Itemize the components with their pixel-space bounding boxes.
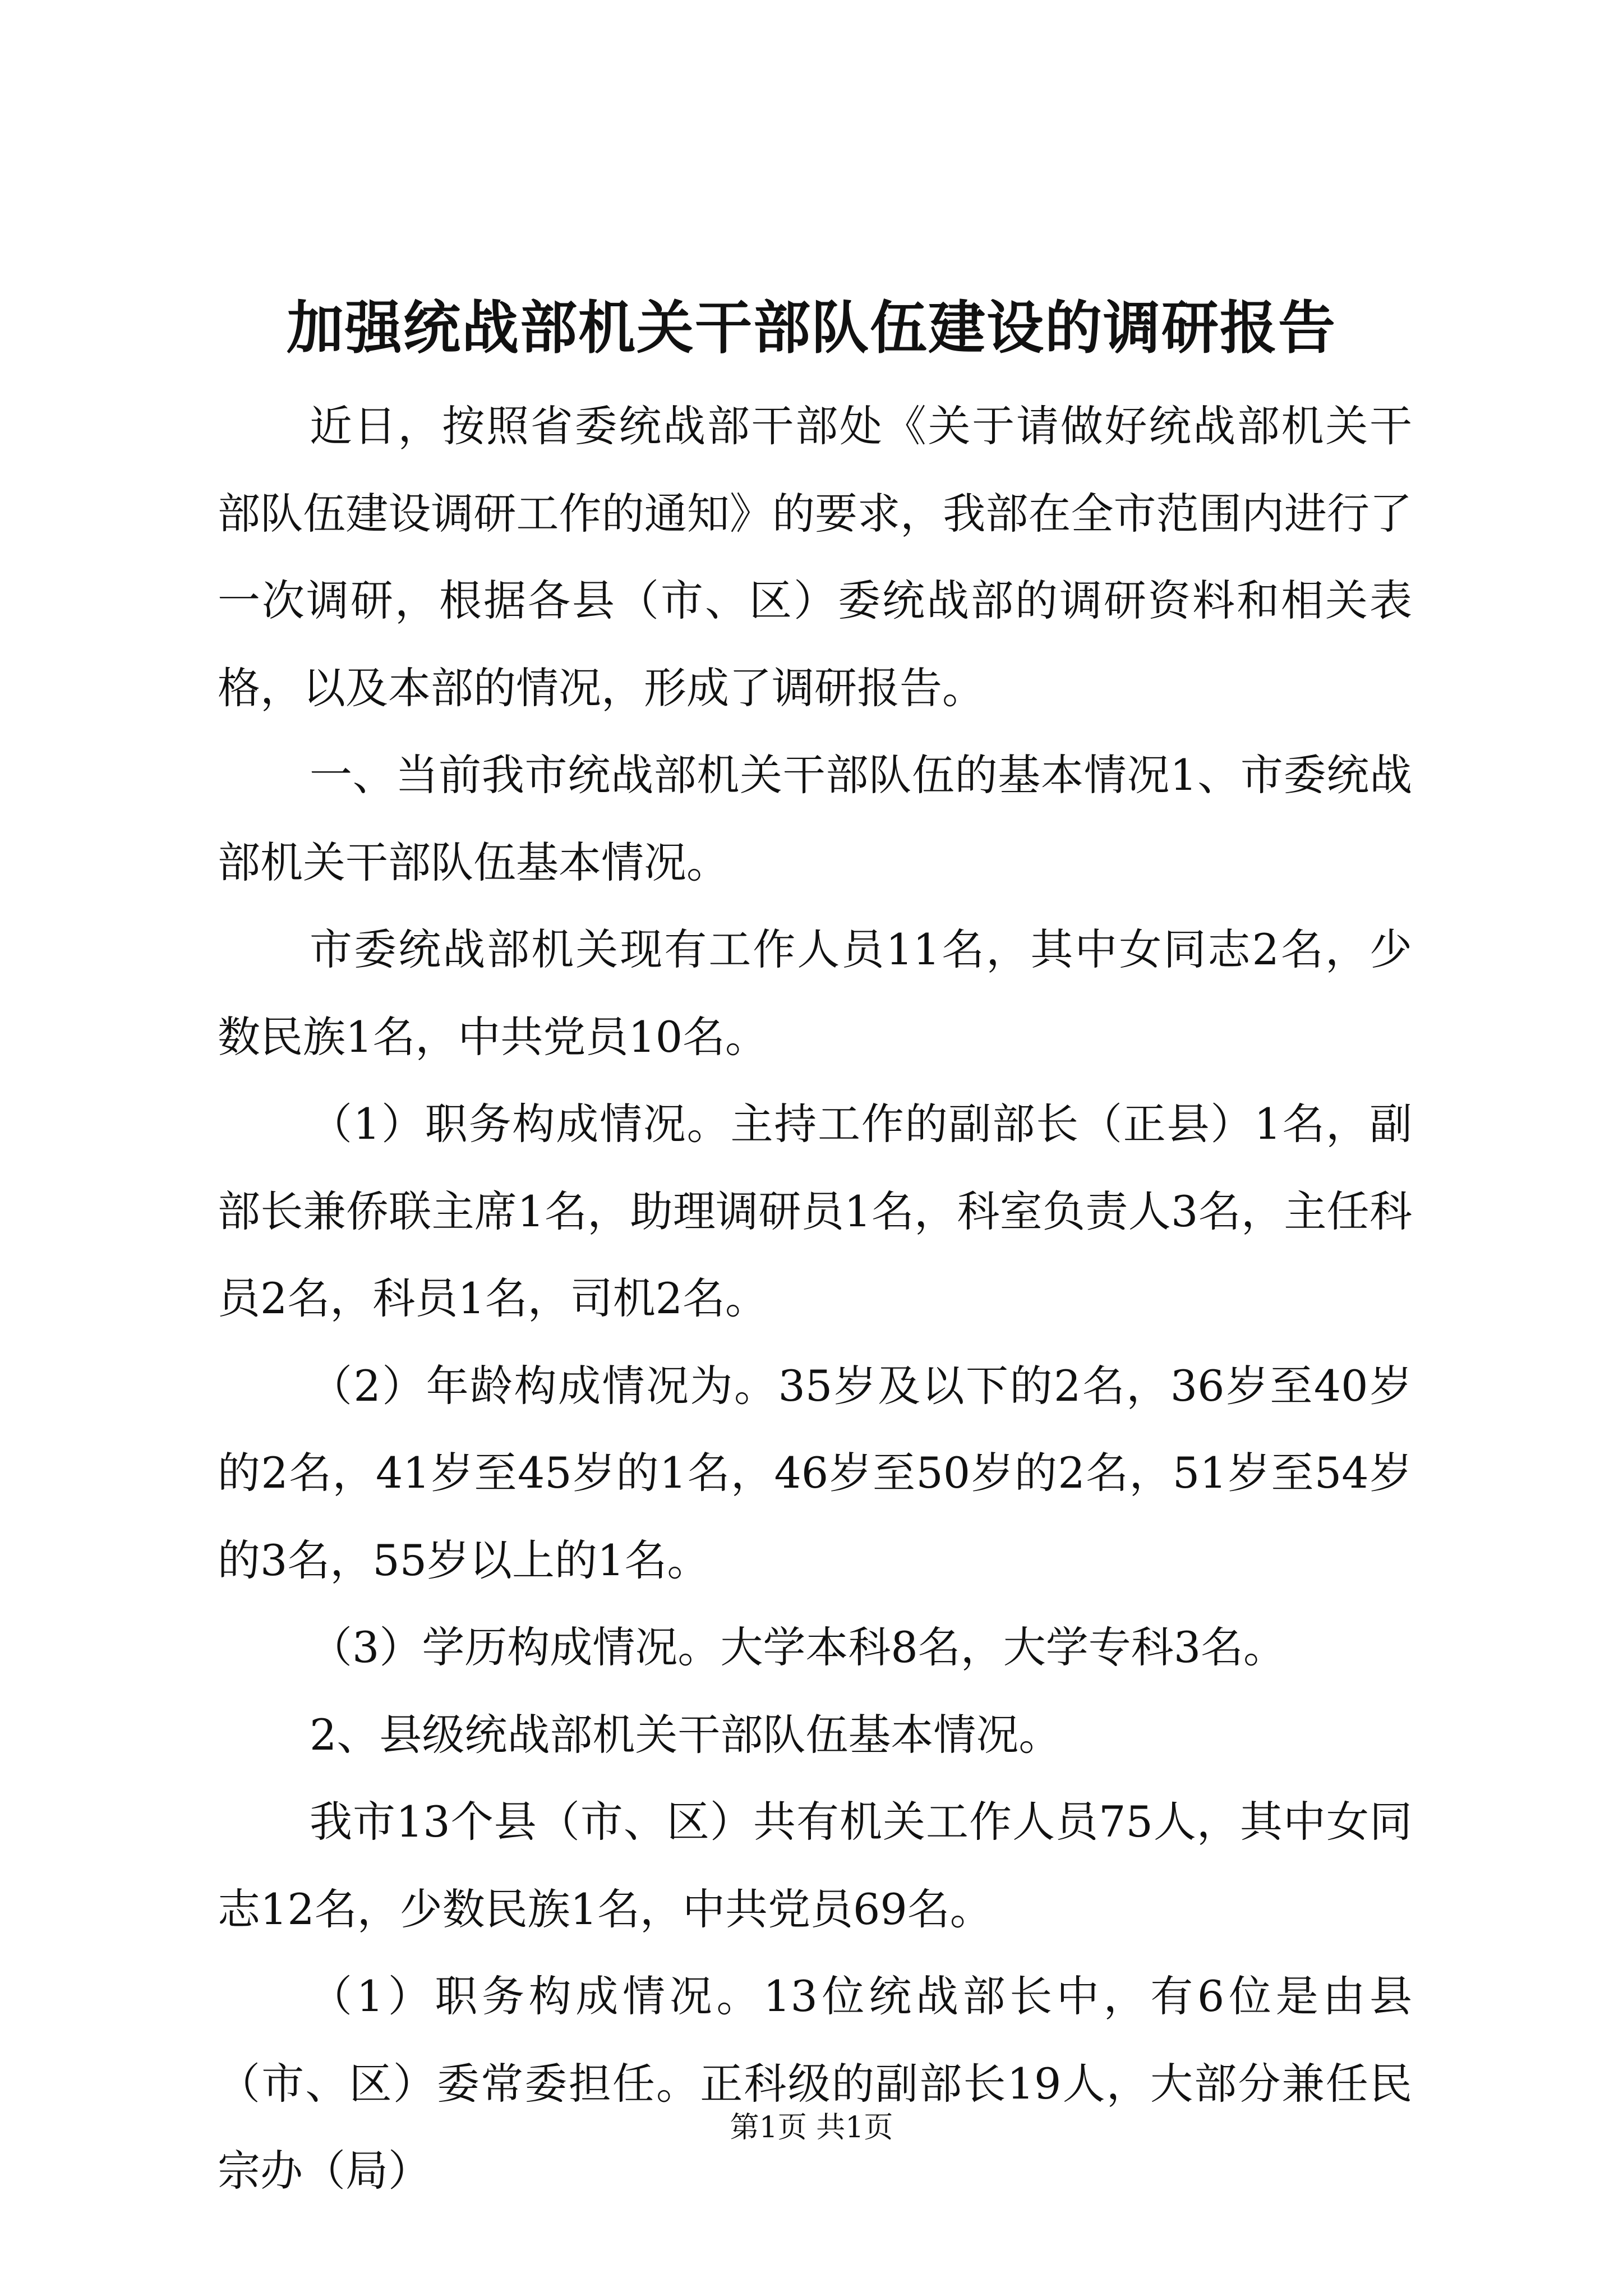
paragraph-city-position-structure: （1）职务构成情况。主持工作的副部长（正县）1名，副部长兼侨联主席1名，助理调研员1名，科室负责人3名，主任科员2名，科员1名，司机2名。 bbox=[218, 1099, 1412, 1323]
document-body bbox=[218, 383, 1412, 2215]
document-title: 加强统战部机关干部队伍建设的调研报告 bbox=[287, 295, 1336, 362]
paragraph-section-one-heading: 一、当前我市统战部机关干部队伍的基本情况1、市委统战部机关干部队伍基本情况。 bbox=[218, 750, 1412, 887]
paragraph-city-staff-overview: 市委统战部机关现有工作人员11名，其中女同志2名，少数民族1名，中共党员10名。 bbox=[218, 924, 1412, 1062]
paragraph-county-staff-overview: 我市13个县（市、区）共有机关工作人员75人，其中女同志12名，少数民族1名，中共党员69名。 bbox=[218, 1797, 1412, 1934]
paragraph-intro: 近日，按照省委统战部干部处《关于请做好统战部机关干部队伍建设调研工作的通知》的要求，我部在全市范围内进行了一次调研，根据各县（市、区）委统战部的调研资料和相关表格，以及本部的情况，形成了调研报告。 bbox=[218, 401, 1412, 713]
paragraph-city-education-structure: （3）学历构成情况。大学本科8名，大学专科3名。 bbox=[310, 1622, 1287, 1672]
page-footer: 第1页 共1页 bbox=[730, 2111, 893, 2145]
paragraph-city-age-structure: （2）年龄构成情况为。35岁及以下的2名，36岁至40岁的2名，41岁至45岁的1名，46岁至50岁的2名，51岁至54岁的3名，55岁以上的1名。 bbox=[218, 1360, 1412, 1585]
paragraph-county-position-structure: （1）职务构成情况。13位统战部长中，有6位是由县（市、区）委常委担任。正科级的副部长19人，大部分兼任民宗办（局） bbox=[218, 1971, 1412, 2196]
paragraph-county-heading: 2、县级统战部机关干部队伍基本情况。 bbox=[310, 1709, 1062, 1760]
